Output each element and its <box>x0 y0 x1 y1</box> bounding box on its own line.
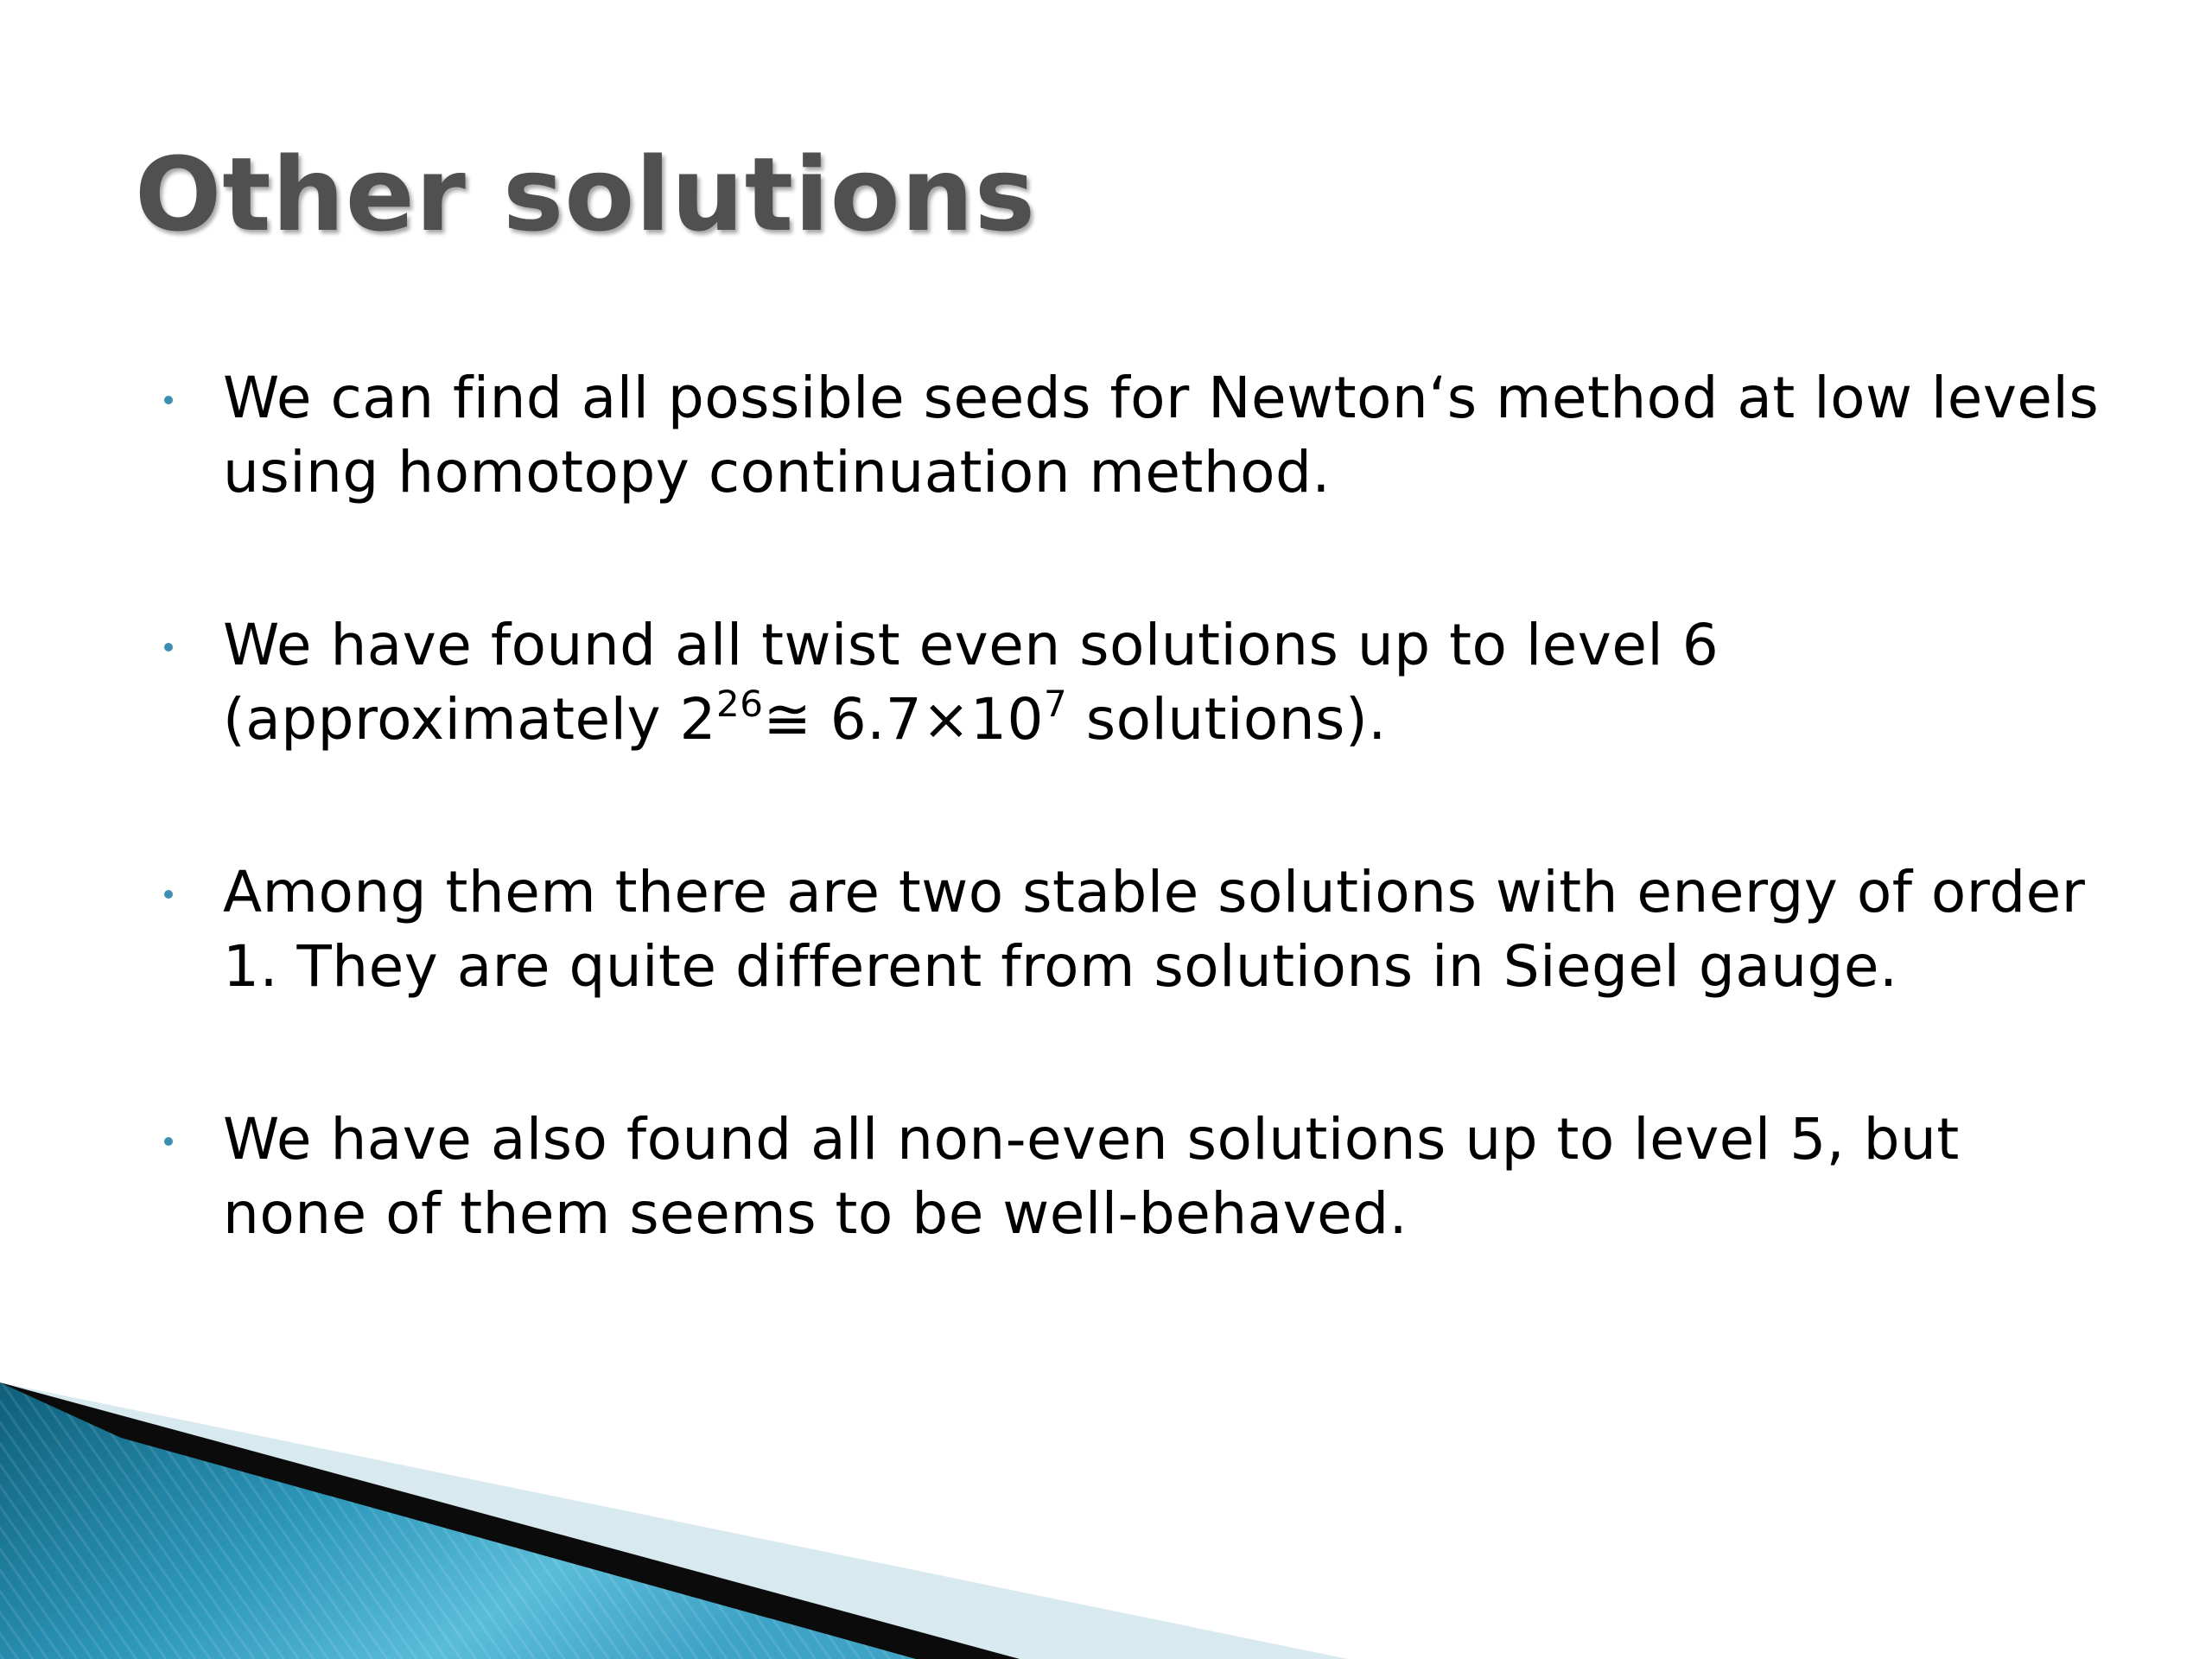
slide-title: Other solutions <box>135 135 1036 254</box>
bullet-marker-icon <box>164 1137 173 1146</box>
bullet-text-before: We have found all twist even solutions up to level 6 (approximately 2 <box>223 612 1719 753</box>
superscript-exponent: 26 <box>716 683 764 725</box>
bullet-text: We can find all possible seeds for Newton‘s method at low levels using homotopy continuation method. <box>223 365 2100 505</box>
bullet-list <box>223 361 2107 1350</box>
bullet-item-3 <box>223 855 2107 1004</box>
bullet-text: Among them there are two stable solutions with energy of order 1. They are quite different from solutions in Siegel gauge. <box>223 859 2086 1000</box>
bullet-text-after: solutions). <box>1067 686 1387 753</box>
bullet-item-2 <box>223 608 2107 757</box>
bullet-marker-icon <box>164 890 173 899</box>
superscript-exponent: 7 <box>1043 683 1068 725</box>
bullet-marker-icon <box>164 643 173 652</box>
bullet-text: We have also found all non-even solutions up to level 5, but none of them seems to be well-behaved. <box>223 1106 1960 1247</box>
corner-swoosh-decoration <box>0 1382 2212 1659</box>
bullet-text-middle: ≅ 6.7×10 <box>763 686 1044 753</box>
bullet-item-1 <box>223 361 2107 510</box>
bullet-marker-icon <box>164 396 173 404</box>
bullet-item-4 <box>223 1103 2107 1251</box>
